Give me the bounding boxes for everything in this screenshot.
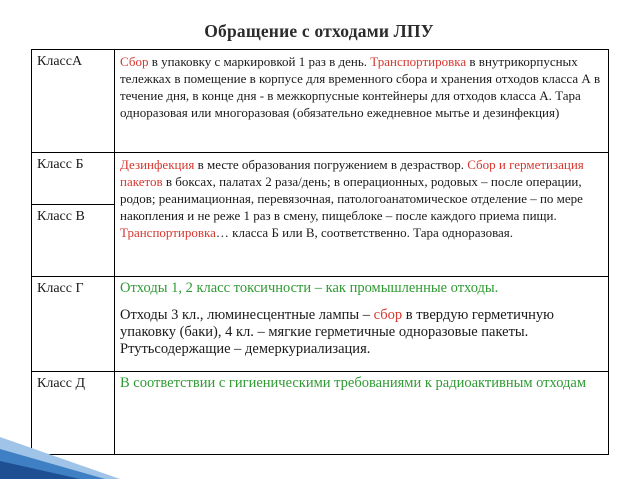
class-a-description	[115, 50, 609, 153]
class-v-label: Класс В	[32, 205, 115, 277]
page-title: Обращение с отходами ЛПУ	[204, 21, 434, 41]
class-b-text-3: … класса Б или В, соответственно. Тара одноразовая.	[215, 225, 514, 240]
class-g-toxic-text: Отходы 1, 2 класс токсичности – как промышленные отходы.	[120, 280, 499, 296]
table-row-class-b	[32, 153, 609, 205]
class-b-transport: Транспортировка	[120, 225, 216, 240]
class-b-collect: Сбор и герметизация пакетов	[120, 157, 584, 189]
class-b-disinfection: Дезинфекция	[120, 157, 195, 172]
waste-classes-table	[31, 49, 609, 455]
class-g-collect: сбор	[373, 307, 403, 323]
class-b-text-1: в месте образования погружением в дезраствор.	[194, 157, 468, 172]
class-b-label: Класс Б	[32, 153, 115, 205]
class-g-description	[115, 277, 609, 372]
class-a-transport: Транспортировка	[370, 54, 467, 69]
class-g-text-1: Отходы 3 кл., люминесцентные лампы –	[120, 307, 374, 323]
class-d-description	[115, 372, 609, 455]
class-a-text-2: в внутрикорпусных тележках в помещение в корпусе для временного сбора и хранения отходов класса А в течение дня, в конце дня - в межкорпусные контейнеры для отходов класса А. Тара одноразовая или многоразовая (обязательно ежедневное мытье и дезинфекция)	[120, 54, 601, 120]
class-a-text-1: в упаковку с маркировкой 1 раз в день.	[148, 54, 371, 69]
class-a-collect: Сбор	[120, 54, 149, 69]
class-d-radioactive-text: В соответствии с гигиеническими требованиями к радиоактивным отходам	[120, 375, 587, 391]
class-b-text-2: в боксах, палатах 2 раза/день; в операционных, родовых – после операции, родов; реанимационная, перевязочная, патологоанатомическое отделение – по мере накопления и не реже 1 раз в смену, пищеблоке – после каждого приема пищи.	[120, 174, 583, 223]
table-row-class-g	[32, 277, 609, 372]
class-a-label: КлассА	[32, 50, 115, 153]
corner-decoration	[0, 419, 120, 479]
table-row-class-a	[32, 50, 609, 153]
class-d-label: Класс Д	[32, 372, 115, 455]
class-g-label: Класс Г	[32, 277, 115, 372]
class-b-v-description	[115, 153, 609, 277]
class-g-text-2: в твердую герметичную упаковку (баки), 4 кл. – мягкие герметичные одноразовые пакеты. Ртутьсодержащие – демеркуриализация.	[120, 307, 554, 357]
class-g-lamps-paragraph	[120, 307, 603, 358]
